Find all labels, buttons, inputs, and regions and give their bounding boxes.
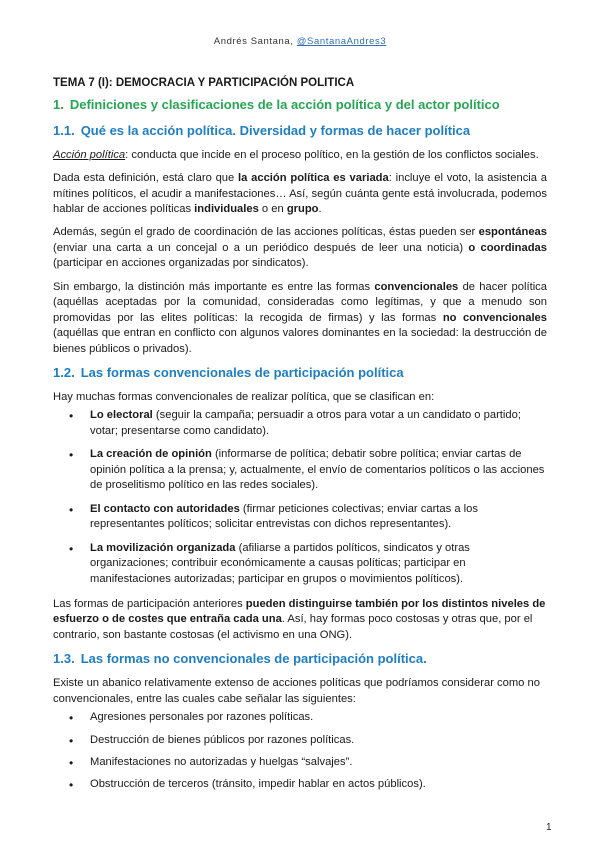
bullet-icon: •	[69, 409, 74, 424]
bullet-icon: •	[69, 778, 74, 793]
list-item	[53, 710, 547, 725]
unconventional-intro: Existe un abanico relativamente extenso de acciones políticas que podríamos considerar como no convencionales, entre las cuales cabe señalar las siguientes:	[53, 677, 540, 705]
item-text: Destrucción de bienes públicos por razones políticas.	[90, 733, 355, 746]
text-run: Sin embargo, la distinción más importante es entre las formas	[53, 280, 375, 293]
item-text: (afiliarse a partidos políticos, sindicatos y otras organizaciones; contribuir económicamente a causas políticas; participar en manifestaciones autorizadas; participar en grupos o movimientos políticos).	[90, 541, 470, 585]
bullet-icon: •	[69, 502, 74, 517]
author-name: Andrés Santana,	[213, 36, 297, 47]
distinction-paragraph	[53, 280, 547, 357]
item-text: (firmar peticiones colectivas; enviar cartas a los representantes políticos; solicitar entrevistas con dichos representantes).	[90, 502, 478, 531]
definition-paragraph	[53, 148, 547, 163]
section-1-2-heading	[53, 365, 547, 382]
text-run: . Así, hay formas poco costosas y otras que, por el contrario, son bastante costosas (el activismo en una ONG).	[53, 613, 533, 641]
bullet-icon: •	[69, 756, 74, 771]
item-label: La creación de opinión	[90, 448, 212, 461]
section-1-number: 1.	[53, 96, 64, 112]
list-item	[53, 733, 547, 748]
bold-run: o coordinadas	[468, 241, 547, 254]
item-label: La movilización organizada	[90, 541, 236, 554]
text-run: de hacer política (aquéllas aceptadas por la comunidad, consideradas como legítimas, y que a menudo son promovidas por las elites políticas: la recogida de firmas) y las formas	[53, 280, 547, 324]
text-run: Las formas de participación anteriores	[53, 597, 246, 610]
list-item	[53, 541, 547, 587]
author-handle-link[interactable]: @SantanaAndres3	[296, 36, 387, 47]
conventional-forms-list	[53, 408, 547, 587]
item-label: El contacto con autoridades	[90, 502, 240, 515]
bullet-icon: •	[69, 448, 74, 463]
text-run: (participar en acciones organizadas por sindicatos).	[53, 257, 309, 270]
page-number: 1	[546, 822, 552, 833]
item-text: Agresiones personales por razones políticas.	[90, 711, 314, 724]
section-1-heading	[53, 97, 547, 114]
section-1-2-title: Las formas convencionales de participación política	[80, 365, 404, 381]
section-1-3-number: 1.3.	[53, 651, 75, 667]
text-run: o en	[258, 203, 287, 215]
item-text: (informarse de política; debatir sobre política; enviar cartas de opinión política a la prensa; y, actualmente, el envío de comentarios políticos o las acciones de proselitismo político en las redes sociales).	[90, 448, 545, 492]
conventional-intro: Hay muchas formas convencionales de realizar política, que se clasifican en:	[53, 390, 435, 403]
list-item	[53, 502, 547, 533]
section-1-1-title: Qué es la acción política. Diversidad y formas de hacer política	[80, 122, 471, 138]
text-run: (enviar una carta a un concejal o a un periódico después de leer una noticia)	[53, 241, 469, 254]
section-1-1-number: 1.1.	[53, 122, 75, 138]
text-run: : incluye el voto, la asistencia a mítines políticos, el acudir a manifestaciones… Así, según cuánta gente está involucrada, podemos hablar de acciones políticas	[53, 172, 547, 215]
section-1-2-number: 1.2.	[53, 365, 75, 381]
section-1-title: Definiciones y clasificaciones de la acción política y del actor político	[69, 96, 500, 112]
section-1-3-heading	[53, 651, 547, 668]
unconventional-forms-list	[53, 710, 547, 793]
section-1-3-title: Las formas no convencionales de participación política.	[80, 651, 427, 667]
document-title: TEMA 7 (I): DEMOCRACIA Y PARTICIPACIÓN POLITICA	[53, 77, 355, 89]
bullet-icon: •	[69, 711, 74, 726]
document-body	[53, 76, 547, 803]
definition-term: Acción política	[53, 148, 126, 161]
list-item	[53, 755, 547, 770]
item-text: Manifestaciones no autorizadas y huelgas “salvajes”.	[90, 756, 353, 769]
page-header	[0, 36, 600, 47]
list-item	[53, 777, 547, 792]
bold-run: convencionales	[374, 280, 459, 293]
text-run: (aquéllas que entran en conflicto con algunos valores dominantes en la sociedad: la destrucción de bienes públicos o privados).	[53, 327, 547, 355]
bold-run: pueden distinguirse también por los distintos niveles de esfuerzo o de costes que entraña cada una	[53, 597, 546, 626]
bold-run: la acción política es variada	[238, 172, 389, 185]
item-text: Obstrucción de terceros (tránsito, impedir hablar en actos públicos).	[90, 778, 426, 791]
variety-paragraph	[53, 171, 547, 217]
list-item	[53, 408, 547, 439]
list-item	[53, 447, 547, 493]
text-run: Dada esta definición, está claro que	[53, 172, 239, 185]
bullet-icon: •	[69, 541, 74, 556]
bold-run: espontáneas	[478, 226, 547, 239]
bold-run: no convencionales	[442, 311, 547, 324]
definition-text: : conducta que incide en el proceso político, en la gestión de los conflictos sociales.	[125, 148, 539, 161]
item-text: (seguir la campaña; persuadir a otros para votar a un candidato o partido; votar; presentarse como candidato).	[90, 409, 521, 437]
effort-paragraph	[53, 597, 547, 643]
coordination-paragraph	[53, 225, 547, 271]
text-run: Además, según el grado de coordinación de las acciones políticas, éstas pueden ser	[53, 226, 479, 239]
bold-run: grupo	[286, 203, 319, 215]
section-1-1-heading	[53, 123, 547, 140]
text-run: .	[318, 203, 322, 215]
item-label: Lo electoral	[90, 409, 153, 422]
bold-run: individuales	[194, 203, 259, 215]
bullet-icon: •	[69, 733, 74, 748]
